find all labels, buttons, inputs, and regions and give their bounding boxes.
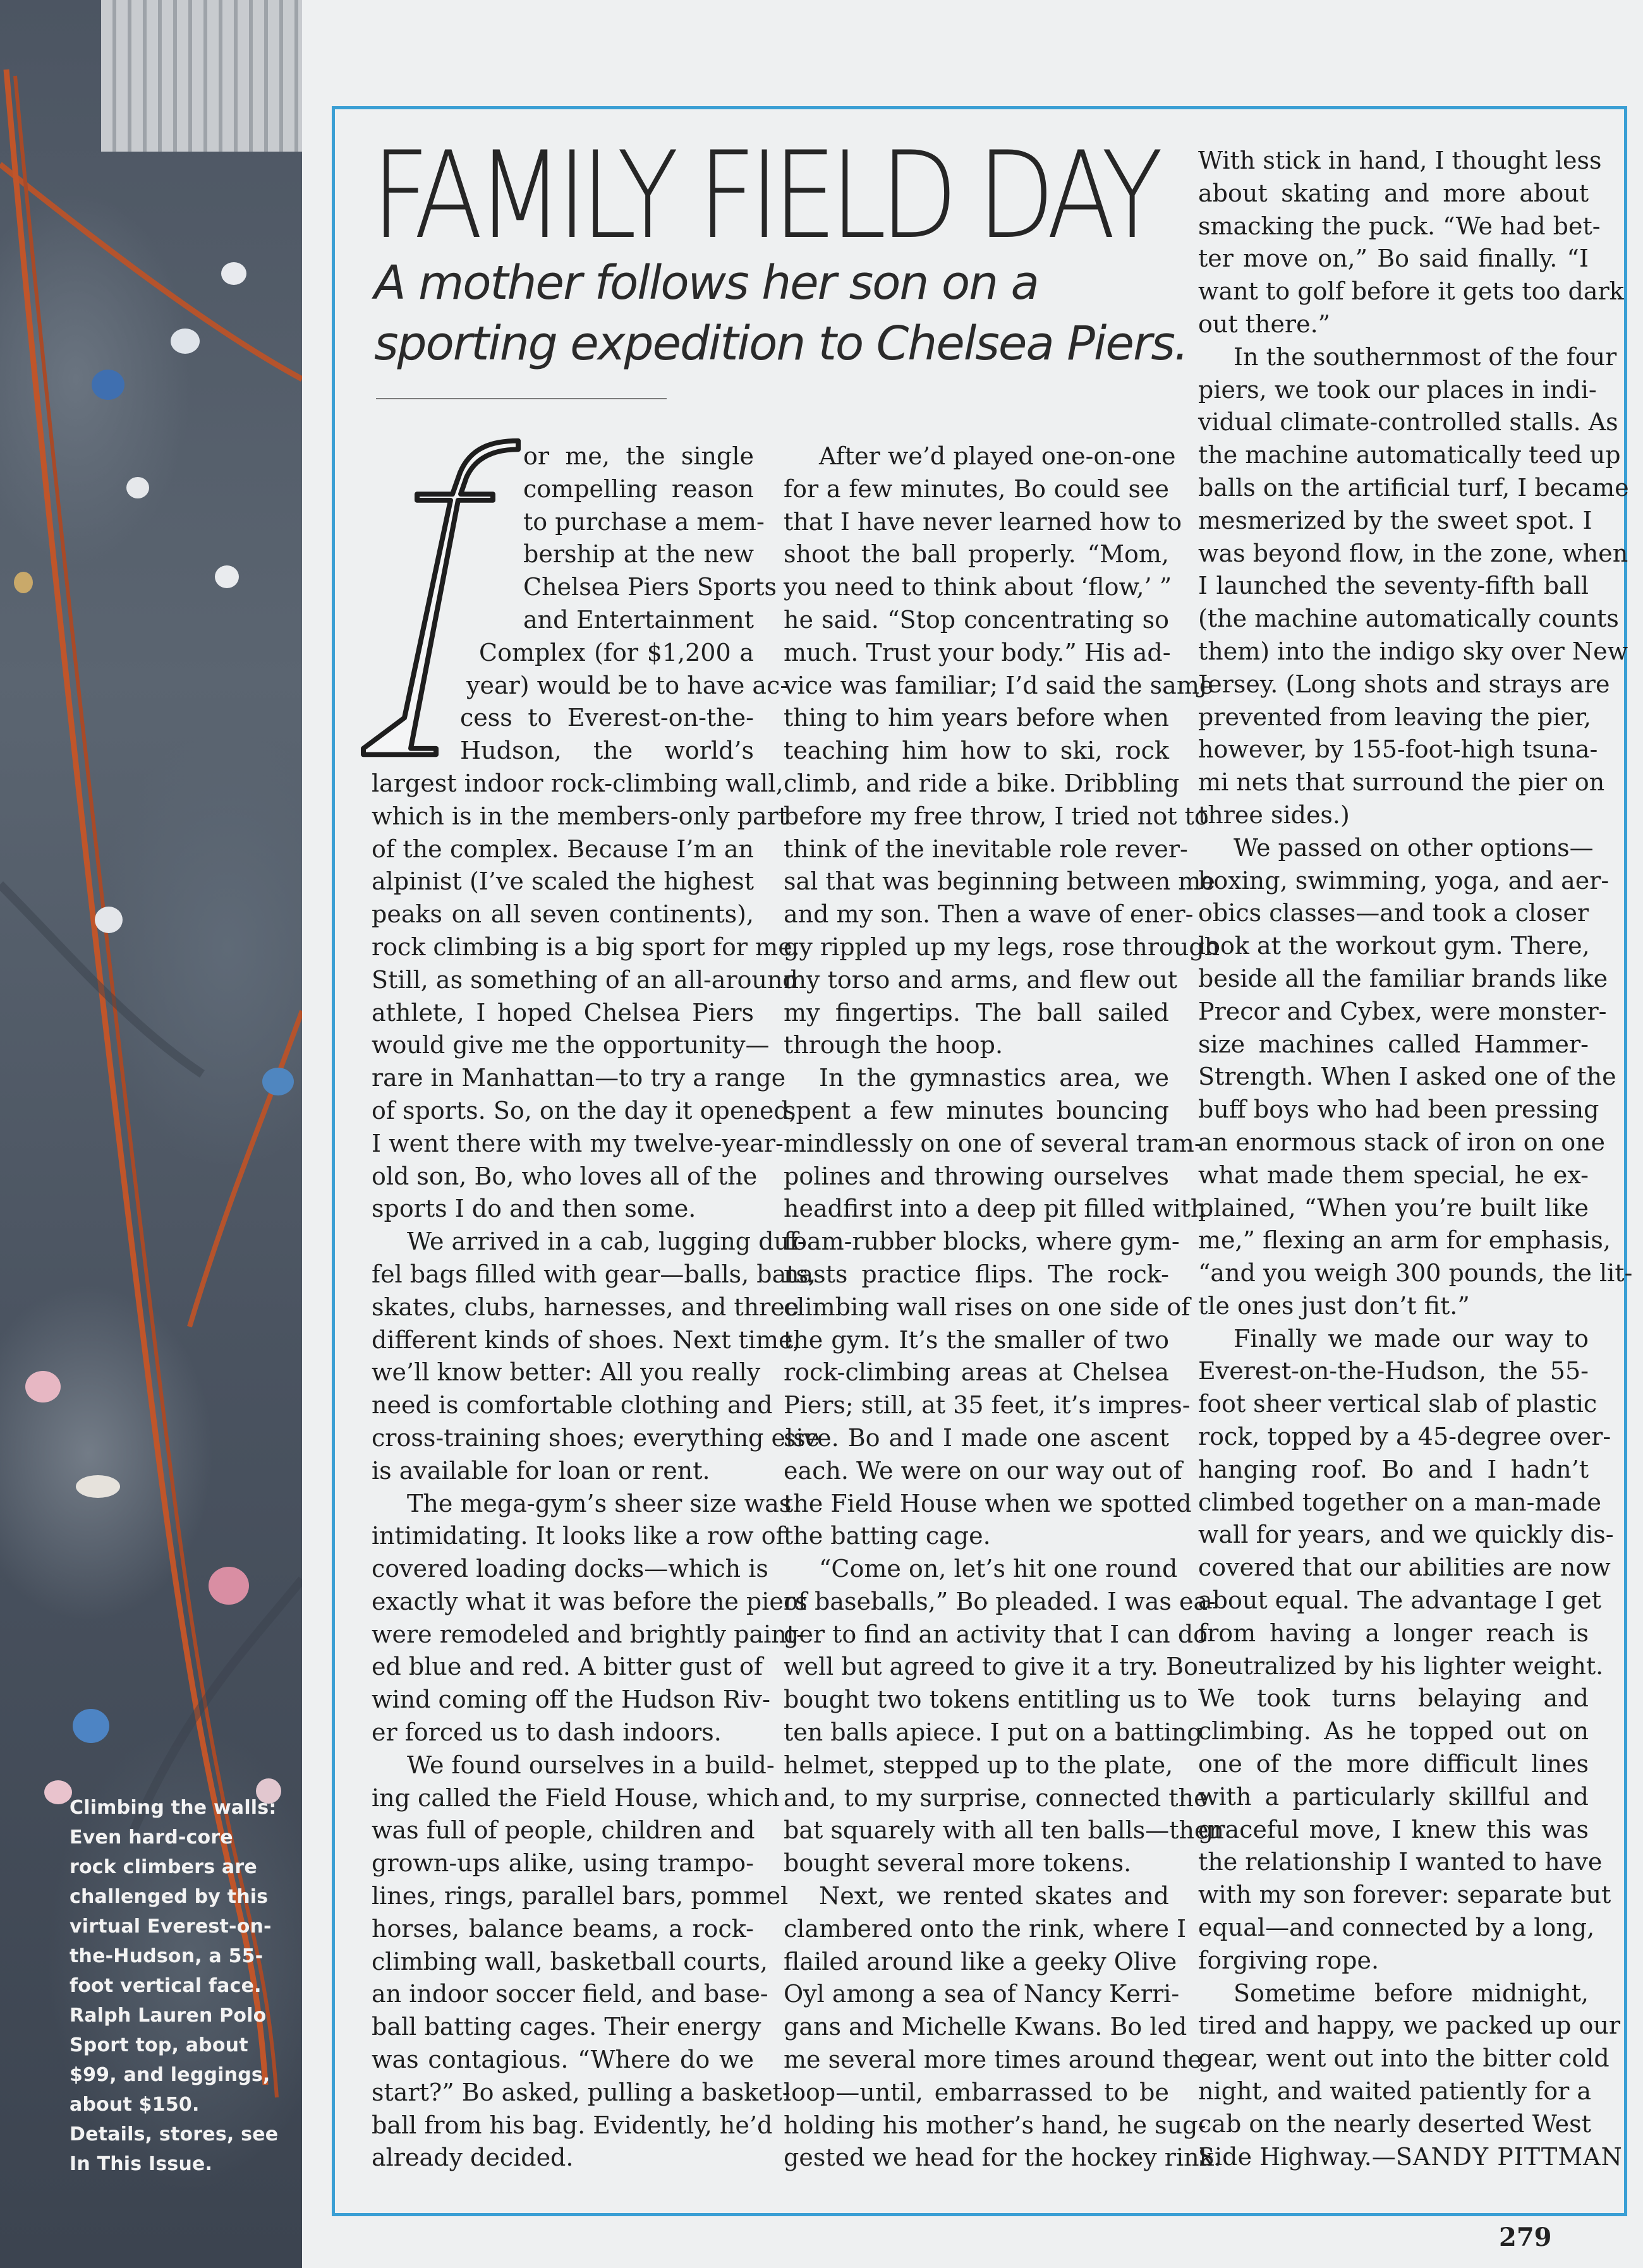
hold (126, 477, 149, 498)
text-line: me,” flexing an arm for emphasis, (1198, 1226, 1611, 1255)
text-line: me several more times around the (784, 2046, 1203, 2074)
text-line: exactly what it was before the piers (372, 1587, 808, 1615)
caption-line: Climbing the walls: (70, 1797, 277, 1819)
text-line: neutralized by his lighter weight. (1198, 1651, 1604, 1680)
text-line: out there.” (1198, 310, 1331, 338)
text-line: three sides.) (1198, 800, 1350, 829)
text-line: grown-ups alike, using trampo- (372, 1849, 754, 1878)
text-line: graceful move, I knew this was (1198, 1815, 1589, 1843)
text-line: gear, went out into the bitter cold (1198, 2044, 1610, 2073)
text-line: balls on the artificial turf, I became (1198, 473, 1629, 502)
text-line: cess to Everest-on-the- (460, 704, 754, 732)
text-line: Side Highway.— (1198, 2142, 1396, 2171)
text-line: size machines called Hammer- (1198, 1030, 1589, 1058)
text-line: ball batting cages. Their energy (372, 2013, 761, 2041)
text-line: We took turns belaying and (1198, 1684, 1589, 1713)
text-line: horses, balance beams, a rock- (372, 1914, 754, 1943)
text-line: sive. Bo and I made one ascent (784, 1423, 1169, 1452)
text-line: each. We were on our way out of (784, 1456, 1182, 1485)
text-line: boxing, swimming, yoga, and aer- (1198, 866, 1610, 895)
text-line: or me, the single (523, 442, 754, 470)
text-line: spent a few minutes bouncing (784, 1096, 1169, 1125)
text-line: bought two tokens entitling us to (784, 1686, 1188, 1714)
subheadline (374, 253, 1188, 374)
text-line: Complex (for $1,200 a (479, 638, 754, 667)
text-line: well but agreed to give it a try. Bo (784, 1653, 1198, 1681)
text-line: different kinds of shoes. Next time, (372, 1325, 801, 1354)
text-line: with a particularly skillful and (1198, 1782, 1589, 1811)
text-line: loop—until, embarrassed to be (784, 2078, 1169, 2106)
hold (171, 329, 200, 354)
text-line: tired and happy, we packed up our (1198, 2012, 1621, 2040)
text-line: climbing. As he topped out on (1198, 1717, 1589, 1746)
climbing-wall-photo (0, 0, 302, 2268)
text-line: you need to think about ‘flow,’ ” (784, 573, 1172, 601)
text-line: need is comfortable clothing and (372, 1391, 773, 1420)
text-line: I launched the seventy-fifth ball (1198, 572, 1589, 600)
text-line: that I have never learned how to (784, 507, 1182, 536)
text-line: Still, as something of an all-around (372, 965, 798, 994)
photo-caption (70, 1793, 284, 2179)
text-line: before my free throw, I tried not to (784, 802, 1209, 830)
text-line: mindlessly on one of several tram- (784, 1129, 1203, 1157)
text-line: gy rippled up my legs, rose through (784, 932, 1220, 961)
text-line: vice was familiar; I’d said the same (784, 671, 1214, 699)
hold (262, 1068, 294, 1095)
text-line: beside all the familiar brands like (1198, 964, 1608, 992)
text-line: the relationship I wanted to have (1198, 1848, 1603, 1876)
text-line: to purchase a mem- (523, 507, 765, 536)
text-line: through the hoop. (784, 1031, 1003, 1059)
text-line: hanging roof. Bo and I hadn’t (1198, 1455, 1589, 1483)
text-line: the gym. It’s the smaller of two (784, 1325, 1169, 1354)
caption-line: Ralph Lauren Polo (70, 2005, 267, 2027)
text-line: an indoor soccer field, and base- (372, 1980, 768, 2008)
caption-line: $99, and leggings, (70, 2064, 270, 2086)
text-line: flailed around like a geeky Olive (784, 1947, 1177, 1975)
text-line: nasts practice flips. The rock- (784, 1260, 1169, 1288)
text-line: is available for loan or rent. (372, 1456, 710, 1485)
text-line: of baseballs,” Bo pleaded. I was ea- (784, 1587, 1216, 1615)
text-line: rock, topped by a 45-degree over- (1198, 1423, 1611, 1451)
subheadline-line: sporting expedition to Chelsea Piers. (374, 317, 1188, 371)
text-line: ter move on,” Bo said finally. “I (1198, 244, 1589, 273)
text-line: wall for years, and we quickly dis- (1198, 1521, 1614, 1549)
headline: FAMILY FIELD DAY (372, 126, 1157, 265)
text-line: helmet, stepped up to the plate, (784, 1751, 1173, 1779)
text-line: (the machine automatically counts (1198, 605, 1619, 633)
text-line: peaks on all seven continents), (372, 900, 754, 929)
text-line: of the complex. Because I’m an (372, 835, 754, 863)
text-line: Next, we rented skates and (819, 1882, 1169, 1910)
text-line: After we’d played one-on-one (819, 442, 1176, 470)
text-line: cab on the nearly deserted West (1198, 2109, 1591, 2138)
text-line: the machine automatically teed up (1198, 441, 1621, 469)
caption-line: the-Hudson, a 55- (70, 1945, 264, 1967)
text-line: my fingertips. The ball sailed (784, 998, 1169, 1027)
caption-line: foot vertical face. (70, 1975, 262, 1997)
text-line: with my son forever: separate but (1198, 1881, 1611, 1909)
byline: SANDY PITTMAN (1395, 2142, 1623, 2171)
text-line: Jersey. (Long shots and strays are (1198, 670, 1610, 698)
text-line: old son, Bo, who loves all of the (372, 1162, 758, 1190)
text-line: “and you weigh 300 pounds, the lit- (1198, 1259, 1633, 1288)
text-line: the batting cage. (784, 1522, 991, 1550)
text-line: night, and waited patiently for a (1198, 2077, 1592, 2106)
text-line: Sometime before midnight, (1234, 1979, 1589, 2007)
text-line: think of the inevitable role rever- (784, 835, 1188, 863)
text-line: sports I do and then some. (372, 1195, 696, 1223)
text-line: intimidating. It looks like a row of (372, 1522, 785, 1550)
text-line: polines and throwing ourselves (784, 1162, 1169, 1190)
text-line: smacking the puck. “We had bet- (1198, 212, 1601, 240)
text-line: he said. “Stop concentrating so (784, 605, 1169, 634)
text-line: covered loading docks—which is (372, 1555, 768, 1583)
caption-line: challenged by this (70, 1886, 269, 1908)
text-line: was full of people, children and (372, 1816, 755, 1845)
text-line: piers, we took our places in indi- (1198, 375, 1597, 404)
text-line: ing called the Field House, which (372, 1783, 780, 1812)
text-line: athlete, I hoped Chelsea Piers (372, 998, 754, 1027)
text-line: my torso and arms, and flew out (784, 965, 1177, 994)
text-line: obics classes—and took a closer (1198, 899, 1589, 927)
text-line: and my son. Then a wave of ener- (784, 900, 1194, 929)
text-line: ger to find an activity that I can do (784, 1620, 1208, 1648)
text-line: The mega-gym’s sheer size was (407, 1489, 792, 1517)
text-line: what made them special, he ex- (1198, 1161, 1589, 1189)
text-line: mi nets that surround the pier on (1198, 768, 1605, 797)
text-line: much. Trust your body.” His ad- (784, 638, 1171, 667)
text-line: I went there with my twelve-year- (372, 1129, 784, 1157)
text-line: the Field House when we spotted (784, 1489, 1192, 1517)
hold (25, 1371, 61, 1402)
text-line: rare in Manhattan—to try a range (372, 1064, 786, 1092)
text-line: equal—and connected by a long, (1198, 1914, 1595, 1942)
text-line: for a few minutes, Bo could see (784, 474, 1169, 503)
text-line: shoot the ball properly. “Mom, (784, 540, 1169, 569)
subheadline-line: A mother follows her son on a (374, 256, 1038, 310)
text-line: In the southernmost of the four (1234, 342, 1617, 371)
text-line: of sports. So, on the day it opened, (372, 1096, 797, 1125)
hold (209, 1567, 249, 1605)
hold (92, 370, 124, 400)
caption-line: rock climbers are (70, 1856, 257, 1878)
text-line: climbing wall, basketball courts, (372, 1947, 768, 1975)
text-line: which is in the members-only part (372, 802, 789, 830)
caption-line: Even hard-core (70, 1826, 233, 1849)
text-line: was contagious. “Where do we (372, 2046, 754, 2074)
final-line (1198, 2141, 1623, 2174)
text-line: bat squarely with all ten balls—then (784, 1816, 1224, 1845)
page-number: 279 (1499, 2223, 1552, 2252)
text-line: an enormous stack of iron on one (1198, 1128, 1606, 1156)
text-line: and Entertainment (523, 605, 754, 634)
text-line: lines, rings, parallel bars, pommel (372, 1882, 789, 1910)
text-line: With stick in hand, I thought less (1198, 147, 1602, 174)
text-line: forgiving rope. (1198, 1946, 1379, 1974)
text-line: them) into the indigo sky over New (1198, 637, 1628, 665)
text-line: mesmerized by the sweet spot. I (1198, 506, 1592, 534)
text-line: one of the more difficult lines (1198, 1750, 1589, 1778)
text-line: plained, “When you’re built like (1198, 1193, 1589, 1222)
text-line: Hudson, the world’s (460, 737, 754, 765)
text-line: bought several more tokens. (784, 1849, 1132, 1878)
caption-line: Sport top, about (70, 2034, 248, 2056)
hold (44, 1780, 72, 1804)
text-line: cross-training shoes; everything else (372, 1423, 820, 1452)
text-line: Precor and Cybex, were monster- (1198, 997, 1607, 1025)
headline-rule (376, 398, 667, 399)
text-line: climb, and ride a bike. Dribbling (784, 769, 1180, 797)
text-line: Finally we made our way to (1234, 1324, 1589, 1353)
hold (95, 907, 123, 933)
text-line: rock climbing is a big sport for me. (372, 932, 800, 961)
text-line: headfirst into a deep pit filled with (784, 1195, 1206, 1223)
text-line: We found ourselves in a build- (407, 1751, 775, 1779)
text-line: and, to my surprise, connected the (784, 1783, 1208, 1812)
text-line: however, by 155-foot-high tsuna- (1198, 735, 1598, 764)
text-line: foot sheer vertical slab of plastic (1198, 1390, 1598, 1418)
text-line: fel bags filled with gear—balls, bats, (372, 1260, 816, 1288)
text-line: about equal. The advantage I get (1198, 1586, 1601, 1615)
text-line: foam-rubber blocks, where gym- (784, 1227, 1180, 1256)
text-line: We arrived in a cab, lugging duf- (407, 1227, 806, 1256)
text-line: compelling reason (523, 474, 754, 503)
text-line: skates, clubs, harnesses, and three (372, 1293, 799, 1321)
text-line: was beyond flow, in the zone, when (1198, 539, 1628, 567)
text-line: er forced us to dash indoors. (372, 1718, 722, 1747)
text-line: were remodeled and brightly paint- (372, 1620, 804, 1648)
text-line: thing to him years before when (784, 704, 1169, 732)
text-line: We passed on other options— (1234, 833, 1594, 862)
text-line: gans and Michelle Kwans. Bo led (784, 2013, 1187, 2041)
caption-line: virtual Everest-on- (70, 1915, 272, 1938)
hold (221, 262, 246, 285)
text-line: sal that was beginning between me (784, 867, 1215, 896)
text-line: “Come on, let’s hit one round (819, 1555, 1178, 1583)
text-line: want to golf before it gets too dark (1198, 277, 1624, 306)
text-line: ball from his bag. Evidently, he’d (372, 2111, 773, 2139)
caption-line: In This Issue. (70, 2153, 213, 2175)
text-line: covered that our abilities are now (1198, 1553, 1611, 1582)
text-line: teaching him how to ski, rock (784, 737, 1169, 765)
article-column-3 (1198, 145, 1633, 2173)
text-line: climbing wall rises on one side of (784, 1293, 1191, 1321)
text-line: tle ones just don’t fit.” (1198, 1291, 1470, 1320)
text-line: Oyl among a sea of Nancy Kerri- (784, 1980, 1180, 2008)
text-line: alpinist (I’ve scaled the highest (372, 867, 754, 896)
text-line: holding his mother’s hand, he sug- (784, 2111, 1206, 2139)
text-line: look at the workout gym. There, (1198, 932, 1590, 960)
text-line: Everest-on-the-Hudson, the 55- (1198, 1357, 1589, 1385)
text-line: prevented from leaving the pier, (1198, 703, 1591, 731)
article-column-1 (372, 440, 820, 2175)
article-column-2 (784, 440, 1224, 2175)
text-line: we’ll know better: All you really (372, 1358, 761, 1387)
hold (73, 1709, 109, 1743)
hold (14, 572, 33, 593)
hold (76, 1475, 120, 1498)
text-line: clambered onto the rink, where I (784, 1914, 1187, 1943)
text-line: largest indoor rock-climbing wall, (372, 769, 784, 797)
drop-cap-letter: f (354, 436, 355, 437)
text-line: In the gymnastics area, we (819, 1064, 1169, 1092)
caption-line: about $150. (70, 2094, 200, 2116)
text-line: wind coming off the Hudson Riv- (372, 1686, 770, 1714)
text-line: Piers; still, at 35 feet, it’s impres- (784, 1391, 1191, 1420)
text-line: would give me the opportunity— (372, 1031, 770, 1059)
text-line: buff boys who had been pressing (1198, 1095, 1599, 1124)
text-line: climbed together on a man-made (1198, 1488, 1601, 1516)
caption-line: Details, stores, see (70, 2123, 279, 2145)
text-line: rock-climbing areas at Chelsea (784, 1358, 1169, 1387)
text-line: already decided. (372, 2144, 574, 2172)
text-line: start?” Bo asked, pulling a basket- (372, 2078, 791, 2106)
text-line: ed blue and red. A bitter gust of (372, 1653, 763, 1681)
text-line: bership at the new (523, 540, 754, 569)
text-line: gested we head for the hockey rink. (784, 2144, 1222, 2172)
text-line: Chelsea Piers Sports (523, 573, 777, 601)
text-line: year) would be to have ac- (466, 671, 789, 699)
text-line: ten balls apiece. I put on a batting (784, 1718, 1203, 1747)
text-line: from having a longer reach is (1198, 1619, 1589, 1647)
hold (215, 565, 239, 588)
text-line: Strength. When I asked one of the (1198, 1063, 1616, 1091)
text-line: about skating and more about (1198, 179, 1589, 207)
text-line: vidual climate-controlled stalls. As (1198, 408, 1618, 437)
